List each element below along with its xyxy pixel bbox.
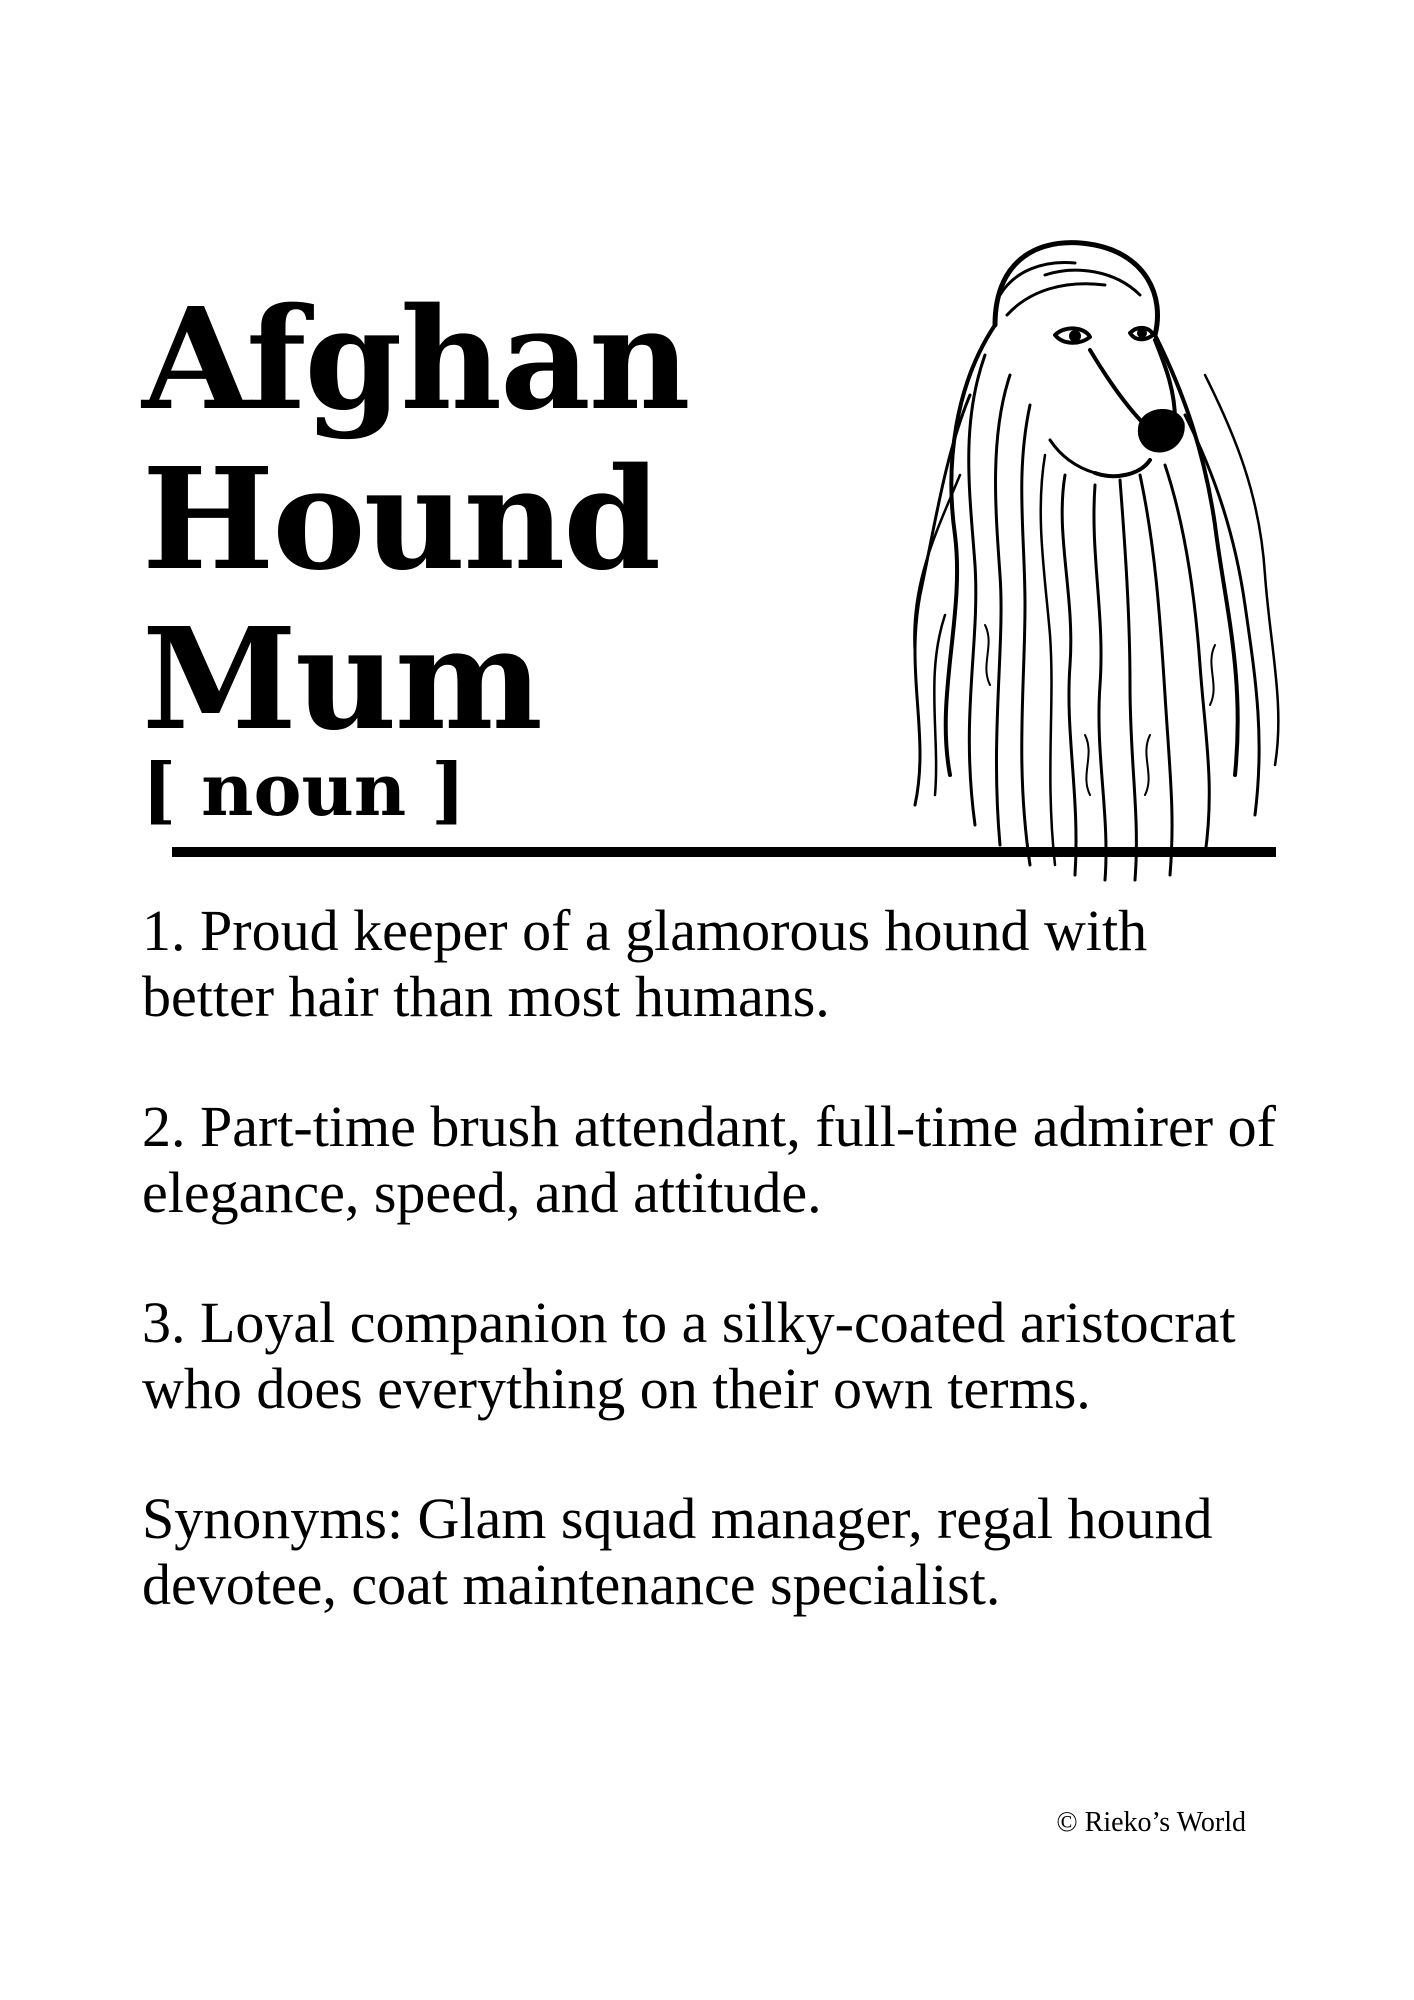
definition-3: 3. Loyal companion to a silky-coated aristocrat who does everything on their own terms. — [142, 1290, 1236, 1421]
synonyms: Synonyms: Glam squad manager, regal hound devotee, coat maintenance specialist. — [142, 1486, 1213, 1617]
title-line-3: Mum — [142, 598, 541, 762]
title-line-1: Afghan — [142, 278, 689, 442]
afghan-hound-illustration-icon — [745, 175, 1335, 895]
part-of-speech-label: [ noun ] — [142, 747, 466, 832]
page-title — [142, 280, 689, 760]
definitions-list — [142, 898, 1282, 1682]
definition-1: 1. Proud keeper of a glamorous hound with better hair than most humans. — [142, 898, 1148, 1029]
title-line-2: Hound — [142, 438, 660, 602]
definition-2: 2. Part-time brush attendant, full-time admirer of elegance, speed, and attitude. — [142, 1094, 1276, 1225]
copyright-notice: © Rieko’s World — [1056, 1807, 1246, 1838]
